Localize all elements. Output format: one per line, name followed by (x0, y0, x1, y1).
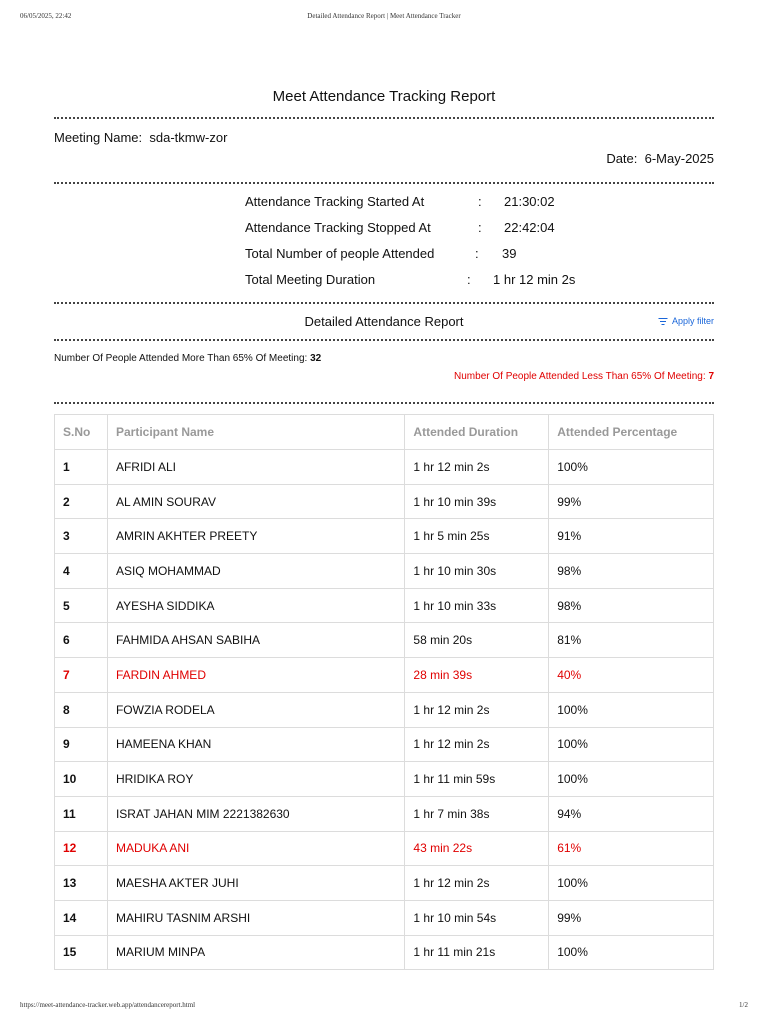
column-header-percentage: Attended Percentage (549, 415, 714, 450)
row-participant-name: MADUKA ANI (107, 831, 404, 866)
row-attended-duration: 43 min 22s (405, 831, 549, 866)
row-attended-duration: 1 hr 12 min 2s (405, 727, 549, 762)
row-sno: 10 (55, 762, 108, 797)
stat-colon: : (478, 194, 482, 209)
stat-stopped (245, 220, 645, 240)
row-sno: 7 (55, 658, 108, 693)
row-attended-percentage: 99% (549, 900, 714, 935)
row-attended-percentage: 100% (549, 866, 714, 901)
row-attended-percentage: 100% (549, 935, 714, 970)
stat-value: 39 (502, 246, 517, 261)
row-attended-duration: 1 hr 12 min 2s (405, 692, 549, 727)
column-header-name: Participant Name (107, 415, 404, 450)
print-footer (0, 1001, 768, 1013)
table-row (55, 588, 714, 623)
row-participant-name: AYESHA SIDDIKA (107, 588, 404, 623)
attended-less-summary (454, 371, 714, 382)
row-sno: 12 (55, 831, 108, 866)
table-row (55, 935, 714, 970)
row-attended-percentage: 61% (549, 831, 714, 866)
stat-value: 21:30:02 (504, 194, 555, 209)
stat-colon: : (467, 272, 471, 287)
table-row (55, 554, 714, 589)
attended-less-label: Number Of People Attended Less Than 65% Of Meeting: (454, 371, 706, 382)
dotted-divider (54, 339, 714, 341)
attended-more-label: Number Of People Attended More Than 65% Of Meeting: (54, 353, 308, 364)
report-title: Meet Attendance Tracking Report (272, 88, 496, 105)
row-sno: 5 (55, 588, 108, 623)
table-row (55, 762, 714, 797)
table-row (55, 623, 714, 658)
stat-label: Total Meeting Duration (245, 272, 376, 287)
print-page-title: Detailed Attendance Report | Meet Attendance Tracker (307, 12, 461, 20)
table-row (55, 900, 714, 935)
row-sno: 14 (55, 900, 108, 935)
dotted-divider (54, 302, 714, 304)
row-attended-percentage: 98% (549, 554, 714, 589)
row-participant-name: ISRAT JAHAN MIM 2221382630 (107, 796, 404, 831)
row-attended-duration: 1 hr 10 min 54s (405, 900, 549, 935)
row-attended-percentage: 100% (549, 692, 714, 727)
row-participant-name: ASIQ MOHAMMAD (107, 554, 404, 589)
row-attended-duration: 1 hr 10 min 39s (405, 484, 549, 519)
row-sno: 15 (55, 935, 108, 970)
print-header (0, 12, 768, 24)
column-header-duration: Attended Duration (405, 415, 549, 450)
row-participant-name: AMRIN AKHTER PREETY (107, 519, 404, 554)
row-attended-percentage: 99% (549, 484, 714, 519)
row-attended-duration: 1 hr 7 min 38s (405, 796, 549, 831)
apply-filter-button[interactable] (659, 316, 714, 326)
detailed-report-heading: Detailed Attendance Report (304, 314, 464, 329)
row-participant-name: HAMEENA KHAN (107, 727, 404, 762)
row-attended-percentage: 100% (549, 450, 714, 485)
dotted-divider (54, 117, 714, 119)
row-participant-name: FAHMIDA AHSAN SABIHA (107, 623, 404, 658)
table-row (55, 450, 714, 485)
attended-less-count: 7 (708, 371, 714, 382)
stat-label: Attendance Tracking Started At (245, 194, 425, 209)
table-row (55, 831, 714, 866)
filter-lines-icon (659, 318, 668, 325)
row-attended-duration: 1 hr 12 min 2s (405, 450, 549, 485)
meeting-date (606, 151, 714, 166)
table-row (55, 484, 714, 519)
row-attended-duration: 1 hr 10 min 33s (405, 588, 549, 623)
row-attended-percentage: 100% (549, 727, 714, 762)
row-attended-duration: 58 min 20s (405, 623, 549, 658)
row-sno: 6 (55, 623, 108, 658)
meeting-name-label: Meeting Name: (54, 130, 143, 145)
row-attended-duration: 1 hr 10 min 30s (405, 554, 549, 589)
row-attended-duration: 1 hr 11 min 59s (405, 762, 549, 797)
row-participant-name: AFRIDI ALI (107, 450, 404, 485)
table-row (55, 866, 714, 901)
dotted-divider (54, 402, 714, 404)
row-participant-name: FOWZIA RODELA (107, 692, 404, 727)
stat-colon: : (475, 246, 479, 261)
row-sno: 8 (55, 692, 108, 727)
meeting-name-value: sda-tkmw-zor (149, 130, 228, 145)
stat-label: Attendance Tracking Stopped At (245, 220, 431, 235)
print-url: https://meet-attendance-tracker.web.app/attendancereport.html (20, 1001, 196, 1009)
date-label: Date: (606, 151, 638, 166)
table-row (55, 692, 714, 727)
meeting-name (54, 130, 227, 145)
stat-total-people (245, 246, 645, 266)
attendance-table (54, 414, 714, 970)
attended-more-summary (54, 353, 321, 364)
row-sno: 4 (55, 554, 108, 589)
row-attended-percentage: 94% (549, 796, 714, 831)
dotted-divider (54, 182, 714, 184)
row-participant-name: FARDIN AHMED (107, 658, 404, 693)
print-datetime: 06/05/2025, 22:42 (20, 12, 72, 20)
attended-more-count: 32 (310, 353, 322, 364)
stat-started (245, 194, 645, 214)
table-row (55, 727, 714, 762)
stat-colon: : (478, 220, 482, 235)
stat-label: Total Number of people Attended (245, 246, 435, 261)
row-attended-duration: 1 hr 12 min 2s (405, 866, 549, 901)
column-header-sno: S.No (55, 415, 108, 450)
row-participant-name: MARIUM MINPA (107, 935, 404, 970)
stat-value: 22:42:04 (504, 220, 555, 235)
row-sno: 3 (55, 519, 108, 554)
table-row (55, 796, 714, 831)
stat-duration (245, 272, 645, 292)
row-attended-percentage: 40% (549, 658, 714, 693)
stat-value: 1 hr 12 min 2s (493, 272, 576, 287)
row-sno: 2 (55, 484, 108, 519)
row-attended-duration: 1 hr 11 min 21s (405, 935, 549, 970)
table-row (55, 658, 714, 693)
row-participant-name: AL AMIN SOURAV (107, 484, 404, 519)
row-sno: 13 (55, 866, 108, 901)
apply-filter-label: Apply filter (671, 316, 714, 326)
print-page-number: 1/2 (739, 1001, 748, 1009)
date-value: 6-May-2025 (644, 151, 714, 166)
row-participant-name: HRIDIKA ROY (107, 762, 404, 797)
table-row (55, 519, 714, 554)
row-attended-duration: 28 min 39s (405, 658, 549, 693)
row-sno: 11 (55, 796, 108, 831)
row-participant-name: MAESHA AKTER JUHI (107, 866, 404, 901)
table-header-row (55, 415, 714, 450)
row-attended-percentage: 91% (549, 519, 714, 554)
row-sno: 1 (55, 450, 108, 485)
row-attended-duration: 1 hr 5 min 25s (405, 519, 549, 554)
row-attended-percentage: 81% (549, 623, 714, 658)
row-sno: 9 (55, 727, 108, 762)
row-attended-percentage: 98% (549, 588, 714, 623)
row-attended-percentage: 100% (549, 762, 714, 797)
row-participant-name: MAHIRU TASNIM ARSHI (107, 900, 404, 935)
